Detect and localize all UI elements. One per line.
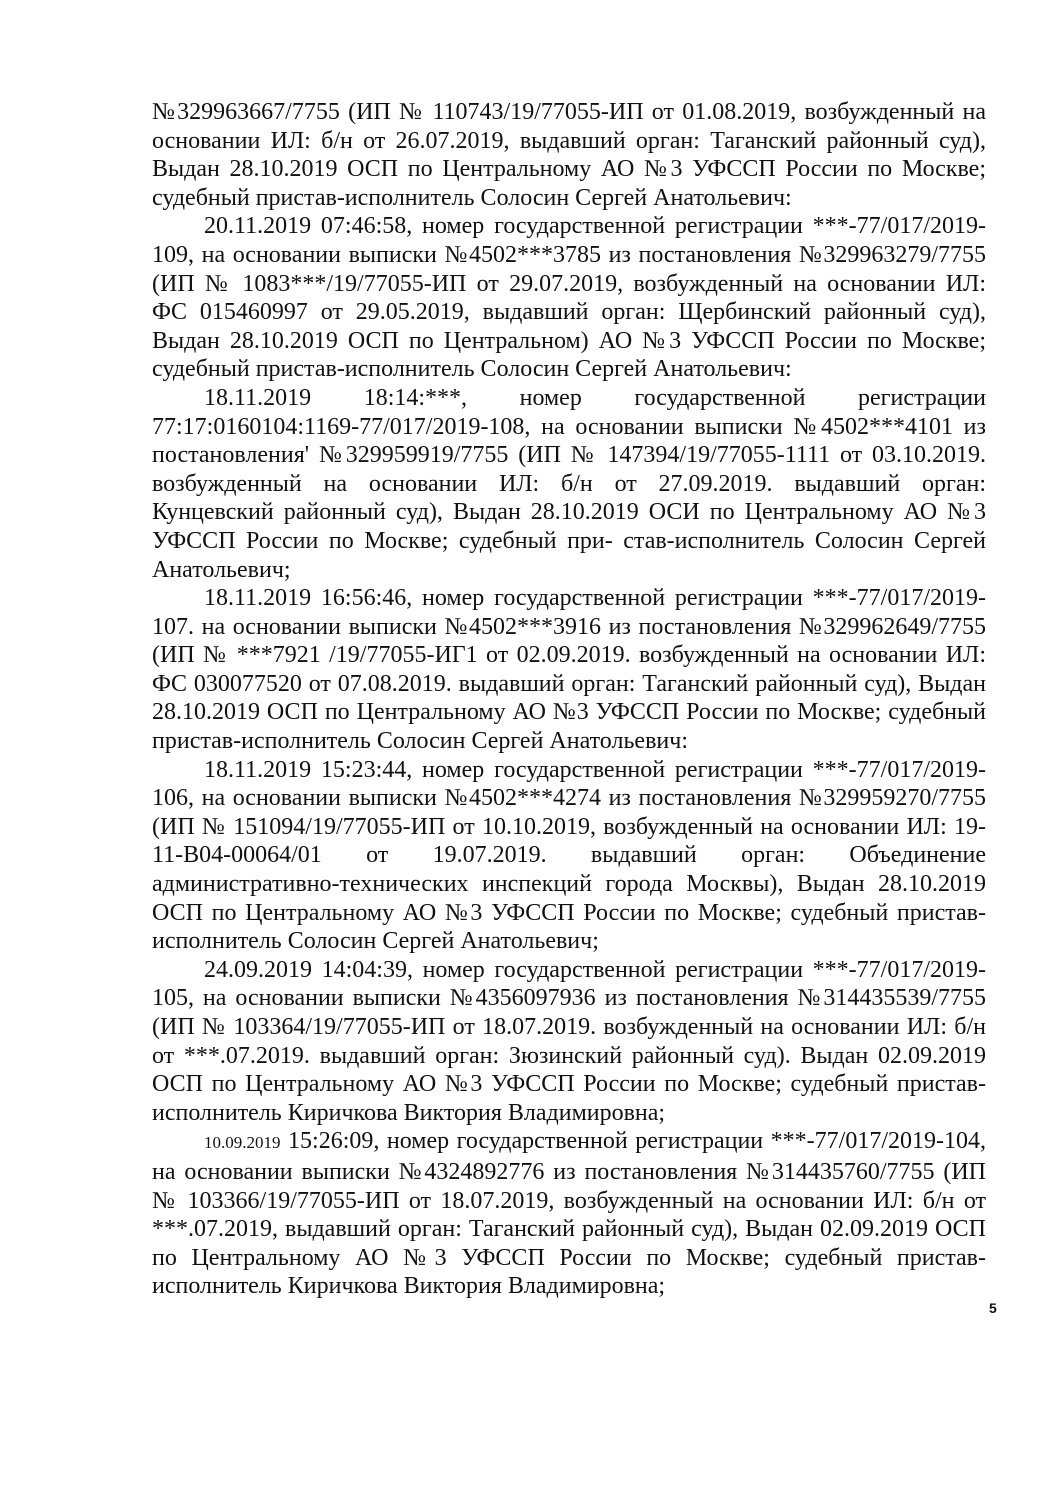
paragraph-5-date: 18.11.2019 bbox=[204, 756, 312, 783]
paragraph-7-text: 15:26:09, номер государственной регистрации ***-77/017/2019-104, на основании выписки №4324892776 из постановления №314435760/7755 (ИП № 103366/19/77055-ИП от 18.07.2019, возбужденный на основании ИЛ: б/н от ***.07.2019, выдавший орган: Таганский районный суд), Выдан 02.09.2019 ОСП по Центральному АО №3 УФССП России по Москве; судебный пристав-исполнитель Киричкова Виктория Владимировна; bbox=[152, 1128, 986, 1300]
paragraph-2-text: 07:46:58, номер государственной регистрации ***-77/017/2019-109, на основании выписки №4502***3785 из постановления №329963279/7755 (ИП № 1083***/19/77055-ИП от 29.07.2019, возбужденный на основании ИЛ: ФС 015460997 от 29.05.2019, выдавший орган: Щербинский районный суд), Выдан 28.10.2019 ОСП по Центральном) АО №3 УФССП России по Москве; судебный пристав-исполнитель Солосин Сергей Анатольевич: bbox=[152, 213, 986, 383]
document-body bbox=[152, 98, 986, 1301]
paragraph-1-text: №329963667/7755 (ИП № 110743/19/77055-ИП от 01.08.2019, возбужденный на основании ИЛ: б/н от 26.07.2019, выдавший орган: Таганский районный суд), Выдан 28.10.2019 ОСП по Центральному АО №3 УФССП России по Москве; судебный пристав-исполнитель Солосин Сергей Анатольевич: bbox=[152, 99, 986, 211]
paragraph-2 bbox=[152, 212, 986, 384]
paragraph-3-text: 18:14:***, номер государственной регистрации 77:17:0160104:1169-77/017/2019-108, на основании выписки №4502***4101 из постановления' №329959919/7755 (ИП № 147394/19/77055-1111 от 03.10.2019. возбужденный на основании ИЛ: б/н от 27.09.2019. выдавший орган: Кунцевский районный суд), Выдан 28.10.2019 ОСИ по Центральному АО №3 УФССП России по Москве; судебный при- став-исполнитель Солосин Сергей Анатольевич; bbox=[152, 384, 986, 583]
paragraph-4-date: 18.11.2019 bbox=[204, 585, 312, 612]
paragraph-5 bbox=[152, 756, 986, 956]
paragraph-6-date: 24.09.2019 bbox=[204, 956, 312, 983]
paragraph-7-date: 10.09.2019 bbox=[204, 1133, 281, 1153]
paragraph-6 bbox=[152, 956, 986, 1128]
paragraph-6-text: 14:04:39, номер государственной регистрации ***-77/017/2019-105, на основании выписки №4356097936 из постановления №314435539/7755 (ИП № 103364/19/77055-ИП от 18.07.2019. возбужденный на основании ИЛ: б/н от ***.07.2019. выдавший орган: Зюзинский районный суд). Выдан 02.09.2019 ОСП по Центральному АО №3 УФССП России по Москве; судебный пристав-исполнитель Киричкова Виктория Владимировна; bbox=[152, 956, 986, 1126]
paragraph-1 bbox=[152, 98, 986, 212]
paragraph-4-text: 16:56:46, номер государственной регистрации ***-77/017/2019-107. на основании выписки №4502***3916 из постановления №329962649/7755 (ИП № ***7921 /19/77055-ИГ1 от 02.09.2019. возбужденный на основании ИЛ: ФС 030077520 от 07.08.2019. выдавший орган: Таганский районный суд), Выдан 28.10.2019 ОСП по Центральному АО №3 УФССП России по Москве; судебный пристав-исполнитель Солосин Сергей Анатольевич: bbox=[152, 585, 986, 755]
paragraph-3-date: 18.11.2019 bbox=[204, 384, 312, 411]
paragraph-7 bbox=[152, 1127, 986, 1301]
paragraph-3 bbox=[152, 384, 986, 584]
paragraph-5-text: 15:23:44, номер государственной регистрации ***-77/017/2019-106, на основании выписки №4502***4274 из постановления №329959270/7755 (ИП № 151094/19/77055-ИП от 10.10.2019, возбужденный на основании ИЛ: 19-11-В04-00064/01 от 19.07.2019. выдавший орган: Объединение административно-технических инспекций города Москвы), Выдан 28.10.2019 ОСП по Центральному АО №3 УФССП России по Москве; судебный пристав-исполнитель Солосин Сергей Анатольевич; bbox=[152, 756, 986, 955]
paragraph-4 bbox=[152, 584, 986, 756]
paragraph-2-date: 20.11.2019 bbox=[204, 213, 312, 240]
page-number: 5 bbox=[989, 1300, 997, 1316]
